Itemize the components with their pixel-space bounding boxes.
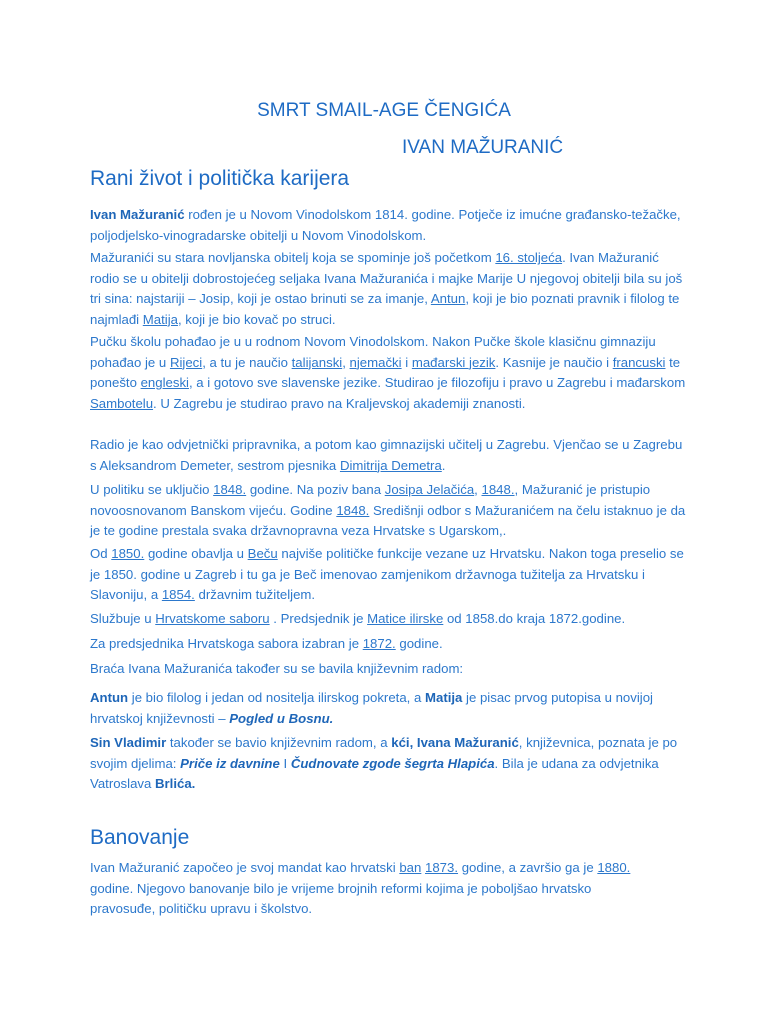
section-heading-banovanje: Banovanje <box>90 826 190 849</box>
paragraph-3: Pučku školu pohađao je u u rodnom Novom Vinodolskom. Nakon Pučke škole klasičnu gimnaziju pohađao je u Rijeci, a tu je naučio talijanski, njemački i mađarski jezik. Kasnije je naučio i francuski te ponešto engleski, a i gotovo sve slavenske jezike. Studirao je filozofiju i pravo u Zagrebu i mađarskom Sambotelu. U Zagrebu je studirao pravo na Kraljevskoj akademiji znanosti. <box>90 334 686 411</box>
paragraph-9: Braća Ivana Mažuranića također su se bavila književnim radom: <box>90 661 464 676</box>
link-josipa-jelacica[interactable]: Josipa Jelačića <box>384 482 475 497</box>
link-16-stoljeca[interactable]: 16. stoljeća <box>495 250 563 265</box>
paragraph-11: Sin Vladimir također se bavio književnim radom, a kći, Ivana Mažuranić, književnica, poznata je po svojim djelima: Priče iz davnine I Čudnovate zgode šegrta Hlapića. Bila je udana za odvjetnika Vatroslava Brlića. <box>90 735 678 791</box>
link-madarski-jezik[interactable]: mađarski jezik <box>411 354 496 370</box>
paragraph-6: Od 1850. godine obavlja u Beču najviše političke funkcije vezane uz Hrvatsku. Nakon toga preselio se je 1850. godine u Zagreb i tu ga je Beč imenovao zamjenikom državnoga tužitelja za Hrvatsku i Slavoniju, a 1854. državnim tužiteljem. <box>90 546 684 602</box>
paragraph-7: Službuje u Hrvatskome saboru . Predsjednik je Matice ilirske od 1858.do kraja 1872.godine. <box>90 611 626 626</box>
link-matice-ilirske[interactable]: Matice ilirske <box>367 611 444 626</box>
link-becu[interactable]: Beču <box>247 546 278 561</box>
link-1848-c[interactable]: 1848. <box>336 502 370 518</box>
paragraph-1: Ivan Mažuranić rođen je u Novom Vinodolskom 1814. godine. Potječe iz imućne građansko-težačke, poljodjelsko-vinogradarske obitelji u Novom Vinodolskom. <box>90 207 681 243</box>
link-1848-b[interactable]: 1848. <box>481 482 515 497</box>
link-dimitrija-demetra[interactable]: Dimitrija Demetra <box>339 457 442 473</box>
link-sambotelu[interactable]: Sambotelu <box>90 395 154 411</box>
link-matija[interactable]: Matija <box>142 311 178 327</box>
link-francuski[interactable]: francuski <box>612 354 666 370</box>
link-antun[interactable]: Antun <box>430 291 466 306</box>
paragraph-4: Radio je kao odvjetnički pripravnika, a potom kao gimnazijski učitelj u Zagrebu. Vjenčao se u Zagrebu s Aleksandrom Demeter, sestrom pjesnika Dimitrija Demetra. <box>90 437 683 473</box>
link-njemacki[interactable]: njemački <box>349 354 402 370</box>
link-1854[interactable]: 1854. <box>161 587 195 602</box>
link-1848-a[interactable]: 1848. <box>213 482 247 497</box>
link-1850[interactable]: 1850. <box>111 546 145 561</box>
paragraph-2: Mažuranići su stara novljanska obitelj koja se spominje još početkom 16. stoljeća. Ivan Mažuranić rodio se u obitelji dobrostojećeg seljaka Ivana Mažuranića i majke Marije U njegovoj obitelji bila su još tri sina: najstariji – Josip, koji je ostao brinuti se za imanje, Antun, koji je bio poznati pravnik i filolog te najmlađi Matija, koji je bio kovač po struci. <box>90 250 683 327</box>
link-1873[interactable]: 1873. <box>425 860 459 875</box>
link-1872[interactable]: 1872. <box>362 636 396 651</box>
paragraph-10: Antun je bio filolog i jedan od nositelja ilirskog pokreta, a Matija je pisac prvog putopisa u novijoj hrvatskoj književnosti – Pogled u Bosnu. <box>90 690 653 726</box>
link-talijanski[interactable]: talijanski <box>291 354 343 370</box>
link-ban[interactable]: ban <box>399 860 422 875</box>
bold-name: Ivan Mažuranić <box>90 207 185 222</box>
link-1880[interactable]: 1880. <box>597 860 631 875</box>
section-heading-rani-zivot: Rani život i politička karijera <box>90 167 350 190</box>
document-author: IVAN MAŽURANIĆ <box>402 137 564 158</box>
link-hrvatskome-saboru[interactable]: Hrvatskome saboru <box>155 611 270 626</box>
paragraph-12: Ivan Mažuranić započeo je svoj mandat kao hrvatski ban 1873. godine, a završio ga je 1880. godine. Njegovo banovanje bilo je vrijeme brojnih reformi kojima je poboljšao hrvatsko pravosuđe, političku upravu i školstvo. <box>90 860 631 916</box>
paragraph-8: Za predsjednika Hrvatskoga sabora izabran je 1872. godine. <box>90 636 443 651</box>
paragraph-5: U politiku se uključio 1848. godine. Na poziv bana Josipa Jelačića, 1848., Mažuranić je pristupio novoosnovanom Banskom vijeću. Godine 1848. Središnji odbor s Mažuranićem na čelu istaknuo je da je te godine prestala svaka državnopravna veza Hrvatske s Ugarskom,. <box>90 482 686 538</box>
link-engleski[interactable]: engleski <box>140 375 189 390</box>
document-title: SMRT SMAIL-AGE ČENGIĆA <box>257 100 511 121</box>
link-rijeci[interactable]: Rijeci <box>169 354 203 370</box>
